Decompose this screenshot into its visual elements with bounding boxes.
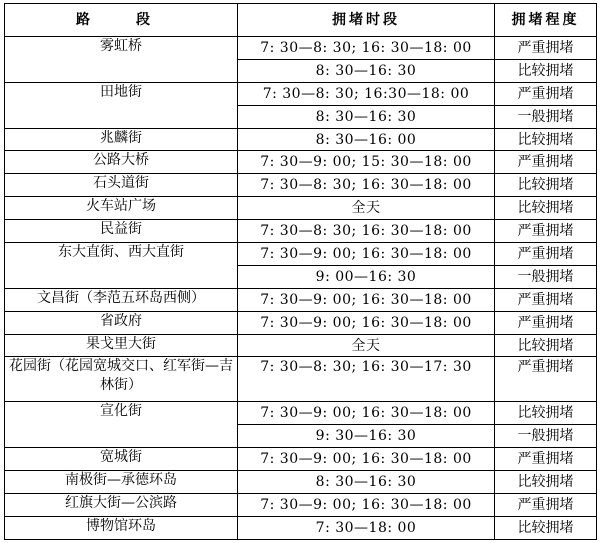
level-cell: 比较拥堵: [495, 128, 597, 151]
level-cell: 比较拥堵: [495, 402, 597, 425]
table-row: [5, 311, 597, 334]
table-row: [5, 334, 597, 357]
table-row: [5, 197, 597, 220]
level-cell: 比较拥堵: [495, 516, 597, 539]
level-cell: 严重拥堵: [495, 243, 597, 266]
time-cell: 9: 00—16: 30: [238, 265, 495, 288]
table-row: [5, 151, 597, 174]
time-cell: 7: 30—9: 00; 16: 30—18: 00: [238, 243, 495, 266]
header-level: 拥堵程度: [495, 4, 597, 37]
road-cell: 文昌街（李范五环岛西侧）: [5, 288, 238, 311]
time-cell: 7: 30—8: 30; 16: 30—18: 00: [238, 174, 495, 197]
header-time: 拥堵时段: [238, 4, 495, 37]
table-row: [5, 448, 597, 471]
road-cell: 火车站广场: [5, 197, 238, 220]
road-cell: 雾虹桥: [5, 37, 238, 83]
time-cell: 8: 30—16: 30: [238, 105, 495, 128]
time-cell: 8: 30—16: 00: [238, 128, 495, 151]
table-row: [5, 128, 597, 151]
level-cell: 严重拥堵: [495, 288, 597, 311]
time-cell: 8: 30—16: 30: [238, 471, 495, 494]
table-row: [5, 243, 597, 266]
time-cell: 7: 30—9: 00; 16: 30—18: 00: [238, 288, 495, 311]
table-row: [5, 174, 597, 197]
time-cell: 9: 30—16: 30: [238, 425, 495, 448]
road-cell: 宽城街: [5, 448, 238, 471]
road-cell: 田地街: [5, 82, 238, 128]
road-cell: 民益街: [5, 220, 238, 243]
time-cell: 7: 30—9: 00; 16: 30—18: 00: [238, 448, 495, 471]
time-cell: 全天: [238, 197, 495, 220]
level-cell: 严重拥堵: [495, 357, 597, 402]
time-cell: 7: 30—8: 30; 16: 30—18: 00: [238, 37, 495, 60]
road-cell: 花园街（花园宽城交口、红军街—吉林街）: [5, 357, 238, 402]
header-row: [5, 4, 597, 37]
table-row: [5, 220, 597, 243]
time-cell: 7: 30—9: 00; 16: 30—18: 00: [238, 311, 495, 334]
level-cell: 一般拥堵: [495, 425, 597, 448]
level-cell: 严重拥堵: [495, 311, 597, 334]
road-cell: 南极街—承德环岛: [5, 471, 238, 494]
level-cell: 比较拥堵: [495, 197, 597, 220]
time-cell: 7: 30—18: 00: [238, 516, 495, 539]
level-cell: 比较拥堵: [495, 471, 597, 494]
level-cell: 一般拥堵: [495, 265, 597, 288]
time-cell: 7: 30—9: 00; 16: 30—18: 00: [238, 494, 495, 517]
time-cell: 7: 30—9: 00; 15: 30—18: 00: [238, 151, 495, 174]
road-cell: 东大直街、西大直街: [5, 243, 238, 289]
road-cell: 省政府: [5, 311, 238, 334]
level-cell: 严重拥堵: [495, 494, 597, 517]
time-cell: 7: 30—9: 00; 16: 30—18: 00: [238, 402, 495, 425]
level-cell: 严重拥堵: [495, 448, 597, 471]
road-cell: 石头道街: [5, 174, 238, 197]
level-cell: 严重拥堵: [495, 151, 597, 174]
table-row: [5, 357, 597, 402]
table-row: [5, 516, 597, 539]
time-cell: 8: 30—16: 30: [238, 59, 495, 82]
table-row: [5, 82, 597, 105]
table-row: [5, 494, 597, 517]
time-cell: 全天: [238, 334, 495, 357]
table-row: [5, 471, 597, 494]
road-cell: 红旗大街—公滨路: [5, 494, 238, 517]
road-cell: 果戈里大街: [5, 334, 238, 357]
time-cell: 7: 30—8: 30; 16: 30—18: 00: [238, 220, 495, 243]
time-cell: 7: 30—8: 30; 16: 30—17: 30: [238, 357, 495, 402]
level-cell: 严重拥堵: [495, 37, 597, 60]
table-row: [5, 402, 597, 425]
time-cell: 7: 30—8: 30; 16:30—18: 00: [238, 82, 495, 105]
level-cell: 比较拥堵: [495, 334, 597, 357]
level-cell: 严重拥堵: [495, 82, 597, 105]
level-cell: 严重拥堵: [495, 220, 597, 243]
congestion-table: [4, 3, 597, 540]
header-road: 路 段: [5, 4, 238, 37]
level-cell: 比较拥堵: [495, 174, 597, 197]
road-cell: 宣化街: [5, 402, 238, 448]
table-row: [5, 288, 597, 311]
road-cell: 公路大桥: [5, 151, 238, 174]
level-cell: 比较拥堵: [495, 59, 597, 82]
level-cell: 一般拥堵: [495, 105, 597, 128]
table-row: [5, 37, 597, 60]
road-cell: 博物馆环岛: [5, 516, 238, 539]
road-cell: 兆麟街: [5, 128, 238, 151]
